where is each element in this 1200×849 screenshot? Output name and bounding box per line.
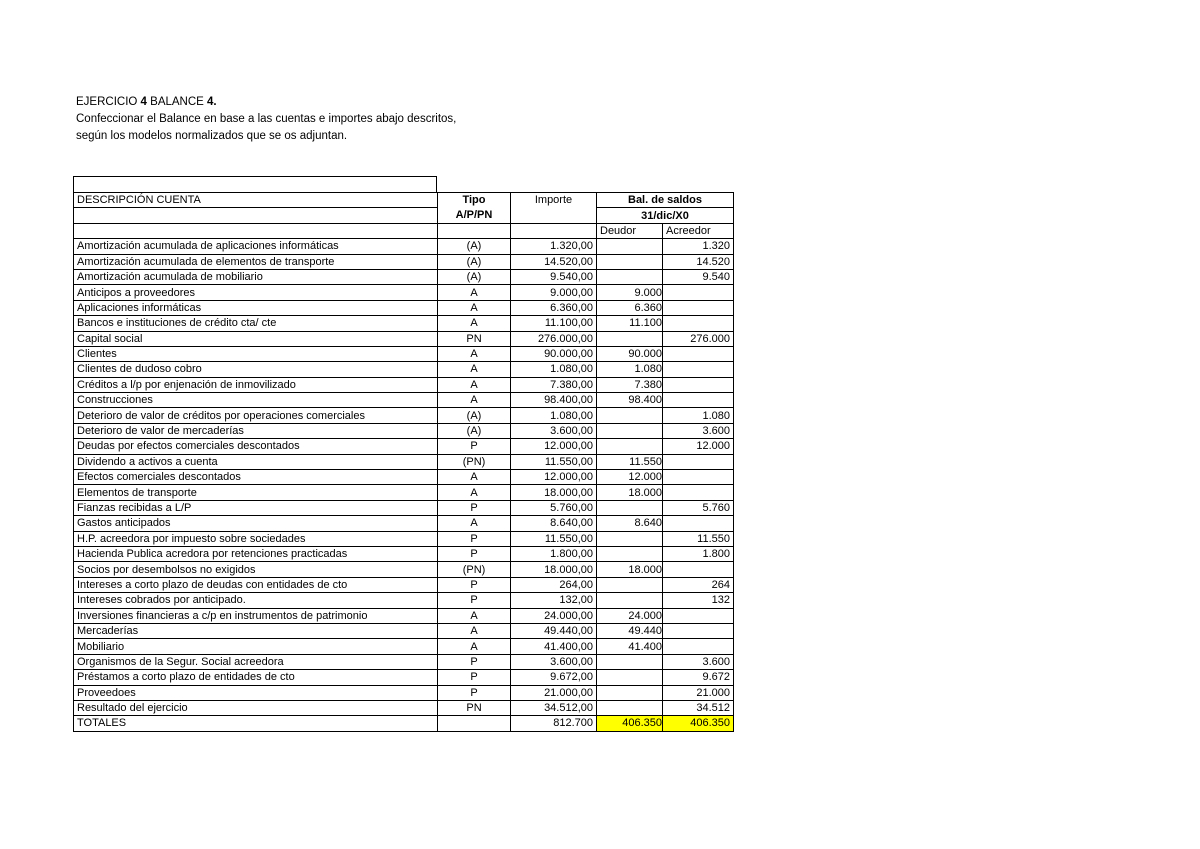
- account-deudor: [597, 408, 663, 423]
- header-empty-cell: [438, 223, 511, 238]
- account-deudor: [597, 577, 663, 592]
- exercise-instructions-line2: según los modelos normalizados que se os adjuntan.: [76, 130, 348, 142]
- account-deudor-value: 41.400: [628, 640, 662, 653]
- account-deudor: [597, 531, 663, 546]
- account-deudor-value: 24.000: [628, 609, 662, 622]
- account-type: P: [438, 593, 511, 608]
- account-deudor: [597, 500, 663, 515]
- table-row: [74, 700, 734, 715]
- table-row: [74, 562, 734, 577]
- table-row: [74, 531, 734, 546]
- table-row: [74, 408, 734, 423]
- account-deudor: [597, 485, 663, 500]
- account-type: PN: [438, 331, 511, 346]
- account-deudor: [597, 285, 663, 300]
- exercise-title: [76, 94, 456, 111]
- account-description: Aplicaciones informáticas: [74, 300, 438, 315]
- totals-label: TOTALES: [74, 716, 438, 731]
- totals-importe: 812.700: [511, 716, 597, 731]
- table-row: [74, 316, 734, 331]
- header-date: 31/dic/X0: [597, 208, 734, 223]
- account-importe: 6.360,00: [511, 300, 597, 315]
- account-deudor: [597, 670, 663, 685]
- table-row: [74, 670, 734, 685]
- account-importe: 1.080,00: [511, 362, 597, 377]
- table-row: [74, 623, 734, 638]
- account-importe: 9.540,00: [511, 269, 597, 284]
- account-description: Deterioro de valor de mercaderías: [74, 423, 438, 438]
- account-deudor: [597, 685, 663, 700]
- table-row: [74, 485, 734, 500]
- account-description: Amortización acumulada de elementos de transporte: [74, 254, 438, 269]
- account-importe: 3.600,00: [511, 654, 597, 669]
- account-acreedor: [663, 470, 734, 485]
- account-deudor: [597, 700, 663, 715]
- account-deudor: [597, 393, 663, 408]
- account-deudor: [597, 300, 663, 315]
- account-deudor-value: 9.000: [634, 286, 662, 299]
- account-acreedor: [663, 454, 734, 469]
- account-description: Inversiones financieras a c/p en instrumentos de patrimonio: [74, 608, 438, 623]
- totals-row: [74, 716, 734, 731]
- account-acreedor: 132: [663, 593, 734, 608]
- account-deudor-value: 1.080: [634, 363, 662, 376]
- account-deudor: [597, 546, 663, 561]
- table-row: [74, 269, 734, 284]
- account-description: H.P. acreedora por impuesto sobre sociedades: [74, 531, 438, 546]
- account-deudor: [597, 593, 663, 608]
- account-description: Clientes: [74, 346, 438, 361]
- account-importe: 3.600,00: [511, 423, 597, 438]
- account-deudor: [597, 623, 663, 638]
- account-acreedor: [663, 346, 734, 361]
- header-tipo: Tipo: [438, 193, 511, 208]
- account-type: A: [438, 470, 511, 485]
- account-acreedor: 1.800: [663, 546, 734, 561]
- account-type: (A): [438, 423, 511, 438]
- account-acreedor: [663, 623, 734, 638]
- table-row: [74, 285, 734, 300]
- account-importe: 1.800,00: [511, 546, 597, 561]
- totals-acreedor: 406.350: [663, 716, 734, 731]
- account-type: (PN): [438, 454, 511, 469]
- totals-empty: [438, 716, 511, 731]
- account-acreedor: [663, 608, 734, 623]
- account-type: PN: [438, 700, 511, 715]
- account-type: A: [438, 346, 511, 361]
- account-description: Capital social: [74, 331, 438, 346]
- account-importe: 12.000,00: [511, 439, 597, 454]
- account-importe: 11.100,00: [511, 316, 597, 331]
- title-part: EJERCICIO: [76, 96, 141, 108]
- account-type: (PN): [438, 562, 511, 577]
- account-acreedor: [663, 562, 734, 577]
- table-row: [74, 639, 734, 654]
- account-type: P: [438, 654, 511, 669]
- account-acreedor: 5.760: [663, 500, 734, 515]
- account-acreedor: [663, 393, 734, 408]
- account-deudor: [597, 239, 663, 254]
- account-acreedor: 1.320: [663, 239, 734, 254]
- table-row: [74, 439, 734, 454]
- table-row: [74, 470, 734, 485]
- account-acreedor: [663, 485, 734, 500]
- table-row: [74, 500, 734, 515]
- account-type: (A): [438, 254, 511, 269]
- account-acreedor: 12.000: [663, 439, 734, 454]
- account-description: Amortización acumulada de mobiliario: [74, 269, 438, 284]
- account-importe: 34.512,00: [511, 700, 597, 715]
- account-acreedor: [663, 377, 734, 392]
- header-empty-cell: [511, 208, 597, 223]
- account-description: Mobiliario: [74, 639, 438, 654]
- account-deudor: [597, 470, 663, 485]
- account-importe: 24.000,00: [511, 608, 597, 623]
- table-row: [74, 377, 734, 392]
- account-importe: 41.400,00: [511, 639, 597, 654]
- account-description: Amortización acumulada de aplicaciones informáticas: [74, 239, 438, 254]
- account-deudor: [597, 362, 663, 377]
- account-importe: 7.380,00: [511, 377, 597, 392]
- account-type: A: [438, 316, 511, 331]
- table-row: [74, 346, 734, 361]
- account-deudor: [597, 608, 663, 623]
- totals-deudor: [597, 716, 663, 731]
- header-description: DESCRIPCIÓN CUENTA: [74, 193, 438, 208]
- account-type: A: [438, 639, 511, 654]
- account-acreedor: 3.600: [663, 654, 734, 669]
- account-description: Socios por desembolsos no exigidos: [74, 562, 438, 577]
- header-tipo-sub: A/P/PN: [438, 208, 511, 223]
- account-acreedor: 1.080: [663, 408, 734, 423]
- header-empty-cell: [74, 208, 438, 223]
- header-row-2: [74, 208, 734, 223]
- account-type: (A): [438, 408, 511, 423]
- account-type: P: [438, 670, 511, 685]
- account-description: Intereses a corto plazo de deudas con entidades de cto: [74, 577, 438, 592]
- account-deudor: [597, 439, 663, 454]
- header-balance-saldos: Bal. de saldos: [597, 193, 734, 208]
- account-importe: 5.760,00: [511, 500, 597, 515]
- account-importe: 9.672,00: [511, 670, 597, 685]
- account-type: P: [438, 685, 511, 700]
- account-importe: 276.000,00: [511, 331, 597, 346]
- table-row: [74, 423, 734, 438]
- header-row-3: [74, 223, 734, 238]
- account-acreedor: [663, 316, 734, 331]
- header-importe: Importe: [511, 193, 597, 208]
- account-description: Elementos de transporte: [74, 485, 438, 500]
- account-importe: 11.550,00: [511, 531, 597, 546]
- account-deudor-value: 18.000: [628, 563, 662, 576]
- table-row: [74, 300, 734, 315]
- table-row: [74, 516, 734, 531]
- account-acreedor: [663, 362, 734, 377]
- account-deudor-value: 11.550: [629, 455, 662, 468]
- account-deudor: [597, 331, 663, 346]
- account-acreedor: [663, 285, 734, 300]
- account-deudor: [597, 423, 663, 438]
- header-acreedor: Acreedor: [663, 223, 734, 238]
- account-description: Anticipos a proveedores: [74, 285, 438, 300]
- account-deudor: [597, 254, 663, 269]
- account-deudor: [597, 346, 663, 361]
- account-type: P: [438, 546, 511, 561]
- account-deudor-value: 6.360: [634, 301, 662, 314]
- account-deudor-value: 49.440: [628, 625, 662, 638]
- table-row: [74, 654, 734, 669]
- account-importe: 90.000,00: [511, 346, 597, 361]
- table-row: [74, 239, 734, 254]
- account-description: Construcciones: [74, 393, 438, 408]
- account-type: A: [438, 285, 511, 300]
- table-row: [74, 608, 734, 623]
- account-importe: 8.640,00: [511, 516, 597, 531]
- title-number: 4.: [207, 96, 217, 108]
- account-description: Proveedoes: [74, 685, 438, 700]
- empty-header-box: [73, 176, 437, 192]
- exercise-instructions-line1: Confeccionar el Balance en base a las cuentas e importes abajo descritos,: [76, 113, 457, 125]
- account-importe: 14.520,00: [511, 254, 597, 269]
- account-description: Préstamos a corto plazo de entidades de cto: [74, 670, 438, 685]
- account-deudor: [597, 654, 663, 669]
- account-type: A: [438, 393, 511, 408]
- account-acreedor: [663, 639, 734, 654]
- account-deudor-value: 98.400: [628, 394, 662, 407]
- account-deudor: [597, 377, 663, 392]
- account-importe: 264,00: [511, 577, 597, 592]
- account-acreedor: 14.520: [663, 254, 734, 269]
- balance-table: [73, 192, 734, 732]
- account-deudor-value: 18.000: [628, 486, 662, 499]
- account-description: Dividendo a activos a cuenta: [74, 454, 438, 469]
- account-deudor: [597, 454, 663, 469]
- account-acreedor: 9.540: [663, 269, 734, 284]
- table-row: [74, 254, 734, 269]
- account-deudor-value: 11.100: [629, 317, 662, 330]
- account-type: (A): [438, 239, 511, 254]
- table-row: [74, 577, 734, 592]
- account-description: Créditos a l/p por enjenación de inmovilizado: [74, 377, 438, 392]
- account-type: A: [438, 623, 511, 638]
- account-deudor: [597, 516, 663, 531]
- account-type: A: [438, 300, 511, 315]
- account-deudor: [597, 316, 663, 331]
- account-deudor: [597, 639, 663, 654]
- account-description: Bancos e instituciones de crédito cta/ cte: [74, 316, 438, 331]
- account-deudor-value: 90.000: [628, 348, 662, 361]
- account-acreedor: 9.672: [663, 670, 734, 685]
- account-description: Efectos comerciales descontados: [74, 470, 438, 485]
- account-deudor-value: 8.640: [634, 517, 662, 530]
- account-type: A: [438, 377, 511, 392]
- header-deudor: Deudor: [597, 223, 663, 238]
- header-empty-cell: [74, 223, 438, 238]
- account-type: P: [438, 500, 511, 515]
- account-description: Mercaderías: [74, 623, 438, 638]
- account-importe: 11.550,00: [511, 454, 597, 469]
- account-description: Clientes de dudoso cobro: [74, 362, 438, 377]
- account-acreedor: [663, 300, 734, 315]
- table-row: [74, 362, 734, 377]
- account-acreedor: 3.600: [663, 423, 734, 438]
- account-deudor: [597, 562, 663, 577]
- account-acreedor: 11.550: [663, 531, 734, 546]
- account-importe: 21.000,00: [511, 685, 597, 700]
- account-description: Fianzas recibidas a L/P: [74, 500, 438, 515]
- table-row: [74, 593, 734, 608]
- account-importe: 98.400,00: [511, 393, 597, 408]
- account-importe: 49.440,00: [511, 623, 597, 638]
- account-type: P: [438, 577, 511, 592]
- header-row-1: [74, 193, 734, 208]
- account-description: Deudas por efectos comerciales descontados: [74, 439, 438, 454]
- account-description: Organismos de la Segur. Social acreedora: [74, 654, 438, 669]
- table-row: [74, 685, 734, 700]
- account-importe: 1.320,00: [511, 239, 597, 254]
- account-type: (A): [438, 269, 511, 284]
- account-deudor: [597, 269, 663, 284]
- table-row: [74, 454, 734, 469]
- account-deudor-value: 12.000: [628, 471, 662, 484]
- account-importe: 18.000,00: [511, 485, 597, 500]
- account-type: P: [438, 439, 511, 454]
- account-importe: 132,00: [511, 593, 597, 608]
- account-deudor-value: 7.380: [634, 378, 662, 391]
- account-type: A: [438, 516, 511, 531]
- account-importe: 18.000,00: [511, 562, 597, 577]
- account-description: Deterioro de valor de créditos por operaciones comerciales: [74, 408, 438, 423]
- account-importe: 1.080,00: [511, 408, 597, 423]
- account-acreedor: [663, 516, 734, 531]
- account-type: A: [438, 362, 511, 377]
- account-description: Resultado del ejercicio: [74, 700, 438, 715]
- header-empty-cell: [511, 223, 597, 238]
- account-importe: 9.000,00: [511, 285, 597, 300]
- account-importe: 12.000,00: [511, 470, 597, 485]
- account-acreedor: 264: [663, 577, 734, 592]
- account-description: Hacienda Publica acredora por retenciones practicadas: [74, 546, 438, 561]
- account-type: P: [438, 531, 511, 546]
- account-acreedor: 34.512: [663, 700, 734, 715]
- table-row: [74, 546, 734, 561]
- account-description: Intereses cobrados por anticipado.: [74, 593, 438, 608]
- account-description: Gastos anticipados: [74, 516, 438, 531]
- title-part: BALANCE: [146, 96, 208, 108]
- title-number: 4: [140, 96, 147, 108]
- table-row: [74, 393, 734, 408]
- exercise-intro: [76, 94, 456, 145]
- table-row: [74, 331, 734, 346]
- account-type: A: [438, 608, 511, 623]
- account-acreedor: 276.000: [663, 331, 734, 346]
- account-acreedor: 21.000: [663, 685, 734, 700]
- account-type: A: [438, 485, 511, 500]
- totals-deudor-value: 406.350: [622, 717, 662, 730]
